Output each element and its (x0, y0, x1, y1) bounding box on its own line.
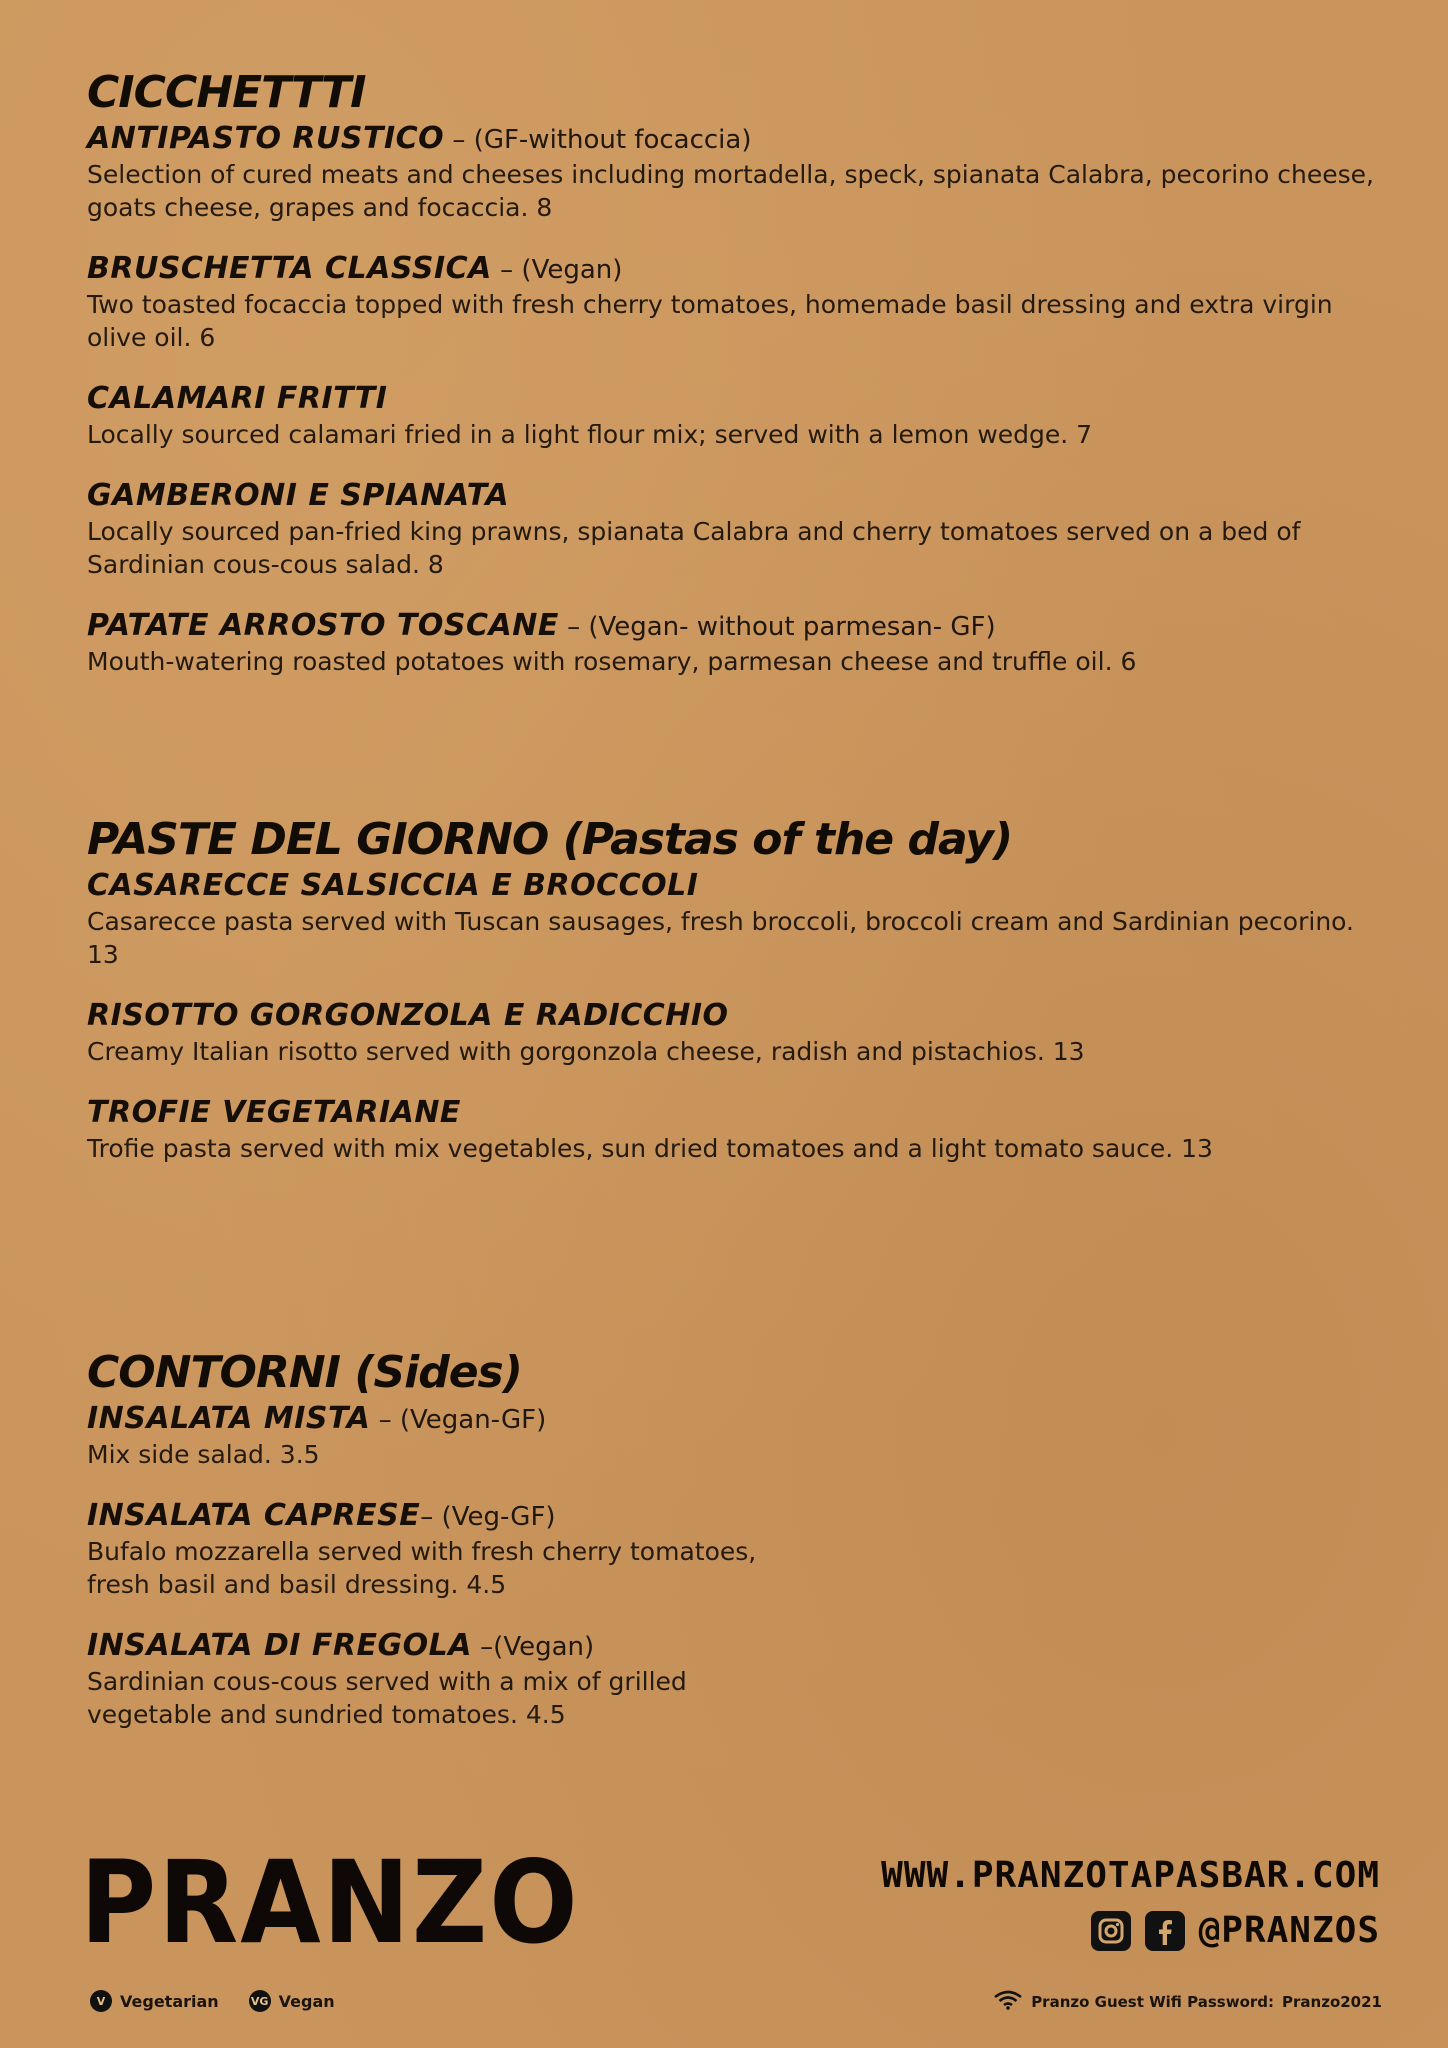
item-name: INSALATA MISTA (87, 1400, 371, 1436)
item-description: Casarecce pasta served with Tuscan sausages, fresh broccoli, broccoli cream and Sardinian pecorino. 13 (87, 906, 1354, 969)
section-title: CICCHETTTI (87, 67, 366, 118)
item-description: Creamy Italian risotto served with gorgonzola cheese, radish and pistachios. 13 (87, 1036, 1085, 1066)
menu-item (87, 1401, 1377, 1471)
item-description: Bufalo mozzarella served with fresh cherry tomatoes, fresh basil and basil dressing. 4.5 (87, 1536, 757, 1599)
item-description: Two toasted focaccia topped with fresh cherry tomatoes, homemade basil dressing and extra virgin olive oil. 6 (87, 289, 1333, 352)
item-note: – (Vegan- without parmesan- GF) (558, 611, 996, 642)
brand-logo: PRANZO (80, 1835, 580, 1970)
wifi-password: Pranzo2021 (1282, 1993, 1382, 2011)
item-name: GAMBERONI E SPIANATA (87, 477, 510, 513)
legend-label: Vegetarian (120, 1991, 219, 2011)
item-description: Selection of cured meats and cheeses including mortadella, speck, spianata Calabra, pecorino cheese, goats cheese, grapes and focaccia. 8 (87, 159, 1374, 222)
menu-item (87, 381, 1377, 451)
item-name: ANTIPASTO RUSTICO (87, 120, 445, 156)
item-name: PATATE ARROSTO TOSCANE (87, 607, 559, 643)
item-name: CALAMARI FRITTI (87, 380, 388, 416)
item-description: Mouth-watering roasted potatoes with rosemary, parmesan cheese and truffle oil. 6 (87, 646, 1137, 676)
item-note: –(Vegan) (471, 1631, 595, 1662)
item-note: – (Vegan-GF) (370, 1404, 547, 1435)
vegetarian-badge-icon: V (90, 1990, 112, 2012)
item-description: Mix side salad. 3.5 (87, 1439, 320, 1469)
facebook-icon[interactable] (1145, 1911, 1185, 1951)
menu-item (87, 608, 1377, 678)
item-name: TROFIE VEGETARIANE (87, 1094, 461, 1130)
social-handle[interactable]: @PRANZOS (1198, 1910, 1380, 1951)
item-description: Trofie pasta served with mix vegetables, sun dried tomatoes and a light tomato sauce. 13 (87, 1133, 1213, 1163)
section-title: PASTE DEL GIORNO (Pastas of the day) (87, 814, 1013, 865)
item-name: CASARECCE SALSICCIA E BROCCOLI (87, 867, 699, 903)
section-cicchetti (87, 68, 1377, 705)
item-note: – (GF-without focaccia) (444, 124, 752, 155)
menu-item (87, 868, 1377, 971)
menu-item (87, 1095, 1377, 1165)
wifi-icon (993, 1990, 1023, 2014)
menu-item (87, 998, 1377, 1068)
section-contorni (87, 1348, 1377, 1758)
item-name: INSALATA DI FREGOLA (87, 1627, 472, 1663)
item-description: Locally sourced calamari fried in a light flour mix; served with a lemon wedge. 7 (87, 419, 1093, 449)
item-note: – (Vegan) (491, 254, 623, 285)
legend-vegan (249, 1990, 335, 2012)
menu-item (87, 478, 1377, 581)
website-link[interactable]: WWW.PRANZOTAPASBAR.COM (881, 1855, 1380, 1896)
item-name: RISOTTO GORGONZOLA E RADICCHIO (87, 997, 729, 1033)
menu-item (87, 1628, 1377, 1731)
wifi-info (993, 1990, 1382, 2014)
section-paste-del-giorno (87, 815, 1377, 1192)
item-note: – (Veg-GF) (420, 1501, 556, 1532)
menu-item (87, 251, 1377, 354)
dietary-legend (90, 1990, 335, 2012)
legend-vegetarian (90, 1990, 219, 2012)
instagram-icon[interactable] (1091, 1911, 1131, 1951)
item-description: Locally sourced pan-fried king prawns, spianata Calabra and cherry tomatoes served on a bed of Sardinian cous-cous salad. 8 (87, 516, 1301, 579)
item-description: Sardinian cous-cous served with a mix of grilled vegetable and sundried tomatoes. 4.5 (87, 1666, 687, 1729)
vegan-badge-icon: VG (249, 1990, 271, 2012)
section-title: CONTORNI (Sides) (87, 1347, 522, 1398)
wifi-label: Pranzo Guest Wifi Password: (1031, 1993, 1275, 2011)
social-links (1091, 1910, 1380, 1951)
legend-label: Vegan (278, 1991, 335, 2011)
menu-item (87, 1498, 1377, 1601)
item-name: BRUSCHETTA CLASSICA (87, 250, 492, 286)
item-name: INSALATA CAPRESE (87, 1497, 421, 1533)
menu-item (87, 121, 1377, 224)
